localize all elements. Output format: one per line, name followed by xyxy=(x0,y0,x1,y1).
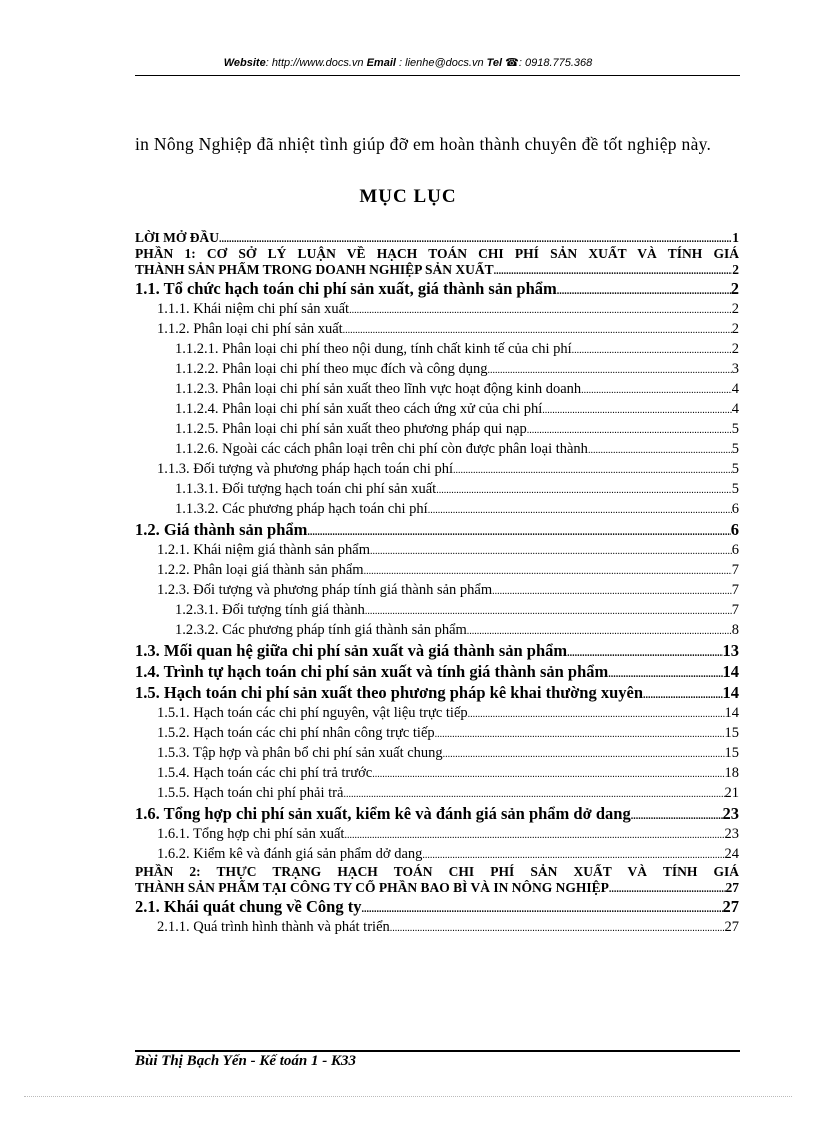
toc-entry-label: 1.1.2.4. Phân loại chi phí sản xuất theo cách ứng xử của chi phí xyxy=(175,401,543,417)
toc-entry-page: 2 xyxy=(731,321,739,337)
toc-entry[interactable] xyxy=(135,319,739,339)
toc-entry-page: 27 xyxy=(725,880,739,895)
leader-dots xyxy=(365,602,732,620)
toc-entry-label: 1.1.1. Khái niệm chi phí sản xuất xyxy=(157,301,350,317)
page-bottom-border xyxy=(24,1096,792,1097)
leader-dots xyxy=(364,562,732,580)
toc-entry-label: 1.1.2.3. Phân loại chi phí sản xuất theo lĩnh vực hoạt động kinh doanh xyxy=(175,381,582,397)
toc-entry[interactable] xyxy=(135,743,739,763)
toc-entry[interactable] xyxy=(135,844,739,864)
header-divider xyxy=(135,75,740,76)
leader-dots xyxy=(435,725,725,743)
toc-entry[interactable] xyxy=(135,560,739,580)
toc-entry-page: 6 xyxy=(730,520,739,539)
toc-entry-label: 1.1.2.2. Phân loại chi phí theo mục đích và công dụng xyxy=(175,361,488,377)
toc-entry-page: 14 xyxy=(722,662,739,681)
toc-entry[interactable] xyxy=(135,299,739,319)
toc-entry[interactable] xyxy=(135,246,739,278)
toc-entry-label: 2.1.1. Quá trình hình thành và phát triển xyxy=(157,919,390,935)
toc-title: MỤC LỤC xyxy=(359,186,457,207)
tel-value: : 0918.775.368 xyxy=(518,57,593,69)
toc-entry[interactable] xyxy=(135,519,739,540)
leader-dots xyxy=(343,321,732,339)
leader-dots xyxy=(488,361,732,379)
toc-entry-page: 15 xyxy=(724,745,739,761)
toc-entry-label: 1.6. Tổng hợp chi phí sản xuất, kiểm kê và đánh giá sản phẩm dở dang xyxy=(135,804,631,823)
leader-dots xyxy=(609,882,726,896)
toc-entry[interactable] xyxy=(135,479,739,499)
toc-entry-label-line1: PHẦN 2: THỰC TRẠNG HẠCH TOÁN CHI PHÍ SẢN XUẤT VÀ TÍNH GIÁ xyxy=(135,864,739,879)
footer-divider xyxy=(135,1050,740,1052)
toc-entry[interactable] xyxy=(135,896,739,917)
leader-dots xyxy=(557,281,731,299)
leader-dots xyxy=(572,341,732,359)
leader-dots xyxy=(361,899,722,917)
leader-dots xyxy=(631,806,723,824)
toc-entry-page: 7 xyxy=(731,562,739,578)
email-value: : lienhe@docs.vn xyxy=(399,57,484,69)
toc-entry[interactable] xyxy=(135,419,739,439)
leader-dots xyxy=(349,301,732,319)
leader-dots xyxy=(219,232,732,246)
toc-entry[interactable] xyxy=(135,230,739,246)
toc-entry[interactable] xyxy=(135,682,739,703)
toc-entry-label: 1.2.1. Khái niệm giá thành sản phẩm xyxy=(157,542,371,558)
toc-entry[interactable] xyxy=(135,278,739,299)
toc-entry[interactable] xyxy=(135,763,739,783)
toc-entry-label: 2.1. Khái quát chung về Công ty xyxy=(135,897,362,916)
toc-entry-page: 5 xyxy=(731,461,739,477)
toc-entry-label: 1.5.1. Hạch toán các chi phí nguyên, vật liệu trực tiếp xyxy=(157,705,468,721)
leader-dots xyxy=(588,441,732,459)
toc-entry-page: 8 xyxy=(731,622,739,638)
toc-entry-label: THÀNH SẢN PHẨM TRONG DOANH NGHIỆP SẢN XUẤT xyxy=(135,262,494,277)
toc-entry-label: 1.5. Hạch toán chi phí sản xuất theo phương pháp kê khai thường xuyên xyxy=(135,683,644,702)
toc-entry-label: 1.1.2.5. Phân loại chi phí sản xuất theo phương pháp qui nạp xyxy=(175,421,527,437)
toc-entry-page: 23 xyxy=(722,804,739,823)
toc-entry-label: 1.4. Trình tự hạch toán chi phí sản xuất và tính giá thành sản phẩm xyxy=(135,662,609,681)
tel-label: Tel ☎ xyxy=(486,57,519,69)
toc-entry-page: 23 xyxy=(724,826,739,842)
toc-entry-label: THÀNH SẢN PHẨM TẠI CÔNG TY CỔ PHẦN BAO BÌ VÀ IN NÔNG NGHIỆP xyxy=(135,880,609,895)
toc-entry-page: 21 xyxy=(724,785,739,801)
toc-entry-page: 14 xyxy=(724,705,739,721)
website-label: Website xyxy=(223,57,266,69)
toc-entry-page: 6 xyxy=(731,501,739,517)
toc-entry-label: 1.2. Giá thành sản phẩm xyxy=(135,520,308,539)
website-value: : http://www.docs.vn xyxy=(265,57,364,69)
toc-entry[interactable] xyxy=(135,824,739,844)
leader-dots xyxy=(581,381,732,399)
toc-entry-label: 1.1.2. Phân loại chi phí sản xuất xyxy=(157,321,343,337)
toc-entry[interactable] xyxy=(135,439,739,459)
toc-entry-page: 27 xyxy=(722,897,739,916)
toc-entry-label-line1: PHẦN 1: CƠ SỞ LÝ LUẬN VỀ HẠCH TOÁN CHI PHÍ SẢN XUẤT VÀ TÍNH GIÁ xyxy=(135,246,739,261)
leader-dots xyxy=(567,643,722,661)
toc-entry[interactable] xyxy=(135,580,739,600)
toc-entry-page: 14 xyxy=(722,683,739,702)
intro-paragraph: in Nông Nghiệp đã nhiệt tình giúp đỡ em hoàn thành chuyên đề tốt nghiệp này. xyxy=(135,134,712,154)
toc-entry-label: 1.2.3. Đối tượng và phương pháp tính giá thành sản phẩm xyxy=(157,582,493,598)
toc-entry[interactable] xyxy=(135,640,739,661)
toc-entry-page: 3 xyxy=(731,361,739,377)
toc-entry-label: 1.2.2. Phân loại giá thành sản phẩm xyxy=(157,562,364,578)
page-footer: Bùi Thị Bạch Yến - Kế toán 1 - K33 xyxy=(135,1053,357,1069)
toc-entry-label: 1.5.3. Tập hợp và phân bổ chi phí sản xuất chung xyxy=(157,745,443,761)
toc-entry[interactable] xyxy=(135,703,739,723)
toc-entry-page: 2 xyxy=(732,262,739,277)
toc-entry-page: 7 xyxy=(731,602,739,618)
toc-entry-label: 1.5.5. Hạch toán chi phí phải trả xyxy=(157,785,344,801)
toc-entry-label: 1.1. Tổ chức hạch toán chi phí sản xuất, giá thành sản phẩm xyxy=(135,279,557,298)
leader-dots xyxy=(494,264,733,278)
toc-entry[interactable] xyxy=(135,864,739,896)
leader-dots xyxy=(467,622,732,640)
toc-entry[interactable] xyxy=(135,600,739,620)
leader-dots xyxy=(370,542,732,560)
leader-dots xyxy=(527,421,732,439)
leader-dots xyxy=(453,461,732,479)
toc-entry[interactable] xyxy=(135,803,739,824)
toc-entry-page: 2 xyxy=(731,301,739,317)
toc-entry[interactable] xyxy=(135,917,739,937)
leader-dots xyxy=(443,745,725,763)
page-header xyxy=(0,56,816,69)
leader-dots xyxy=(468,705,725,723)
toc-entry-label: 1.1.2.1. Phân loại chi phí theo nội dung, tính chất kinh tế của chi phí xyxy=(175,341,572,357)
toc-entry-page: 24 xyxy=(724,846,739,862)
toc-entry-label: 1.1.3. Đối tượng và phương pháp hạch toán chi phí xyxy=(157,461,454,477)
leader-dots xyxy=(422,846,724,864)
toc-entry[interactable] xyxy=(135,499,739,519)
toc-entry-page: 5 xyxy=(731,421,739,437)
leader-dots xyxy=(492,582,732,600)
leader-dots xyxy=(542,401,731,419)
toc-entry-page: 15 xyxy=(724,725,739,741)
toc-entry-label: 1.3. Mối quan hệ giữa chi phí sản xuất và giá thành sản phẩm xyxy=(135,641,568,660)
toc-entry-page: 13 xyxy=(722,641,739,660)
toc-entry-label: 1.5.4. Hạch toán các chi phí trả trước xyxy=(157,765,373,781)
leader-dots xyxy=(390,919,725,937)
toc-entry[interactable] xyxy=(135,540,739,560)
toc-entry[interactable] xyxy=(135,783,739,803)
toc-entry-page: 1 xyxy=(732,230,739,245)
email-label: Email xyxy=(366,57,396,69)
leader-dots xyxy=(436,481,732,499)
toc-entry-page: 18 xyxy=(724,765,739,781)
toc-entry-page: 6 xyxy=(731,542,739,558)
toc-entry[interactable] xyxy=(135,661,739,682)
toc-entry[interactable] xyxy=(135,339,739,359)
toc-entry[interactable] xyxy=(135,399,739,419)
toc-entry-page: 5 xyxy=(731,481,739,497)
toc-entry-page: 27 xyxy=(724,919,739,935)
leader-dots xyxy=(643,685,722,703)
leader-dots xyxy=(428,501,732,519)
toc-entry-label: 1.1.3.2. Các phương pháp hạch toán chi phí xyxy=(175,501,428,517)
toc-entry-label: LỜI MỞ ĐẦU xyxy=(135,230,219,245)
toc-entry-label: 1.6.1. Tổng hợp chi phí sản xuất xyxy=(157,826,345,842)
leader-dots xyxy=(372,765,724,783)
toc-entry[interactable] xyxy=(135,359,739,379)
toc-entry-page: 4 xyxy=(731,401,739,417)
leader-dots xyxy=(307,522,730,540)
toc-entry-label: 1.6.2. Kiểm kê và đánh giá sản phẩm dở dang xyxy=(157,846,423,862)
table-of-contents xyxy=(135,230,739,937)
toc-entry-page: 5 xyxy=(731,441,739,457)
toc-entry-label: 1.1.2.6. Ngoài các cách phân loại trên chi phí còn được phân loại thành xyxy=(175,441,588,457)
toc-entry[interactable] xyxy=(135,379,739,399)
toc-entry[interactable] xyxy=(135,723,739,743)
toc-entry-page: 4 xyxy=(731,381,739,397)
toc-entry-label: 1.1.3.1. Đối tượng hạch toán chi phí sản xuất xyxy=(175,481,437,497)
leader-dots xyxy=(608,664,722,682)
toc-entry-label: 1.5.2. Hạch toán các chi phí nhân công trực tiếp xyxy=(157,725,435,741)
toc-entry-page: 7 xyxy=(731,582,739,598)
toc-entry-page: 2 xyxy=(731,341,739,357)
leader-dots xyxy=(343,785,724,803)
leader-dots xyxy=(344,826,724,844)
toc-entry-page: 2 xyxy=(730,279,739,298)
toc-entry[interactable] xyxy=(135,459,739,479)
toc-entry[interactable] xyxy=(135,620,739,640)
toc-entry-label: 1.2.3.2. Các phương pháp tính giá thành sản phẩm xyxy=(175,622,467,638)
toc-entry-label: 1.2.3.1. Đối tượng tính giá thành xyxy=(175,602,365,618)
